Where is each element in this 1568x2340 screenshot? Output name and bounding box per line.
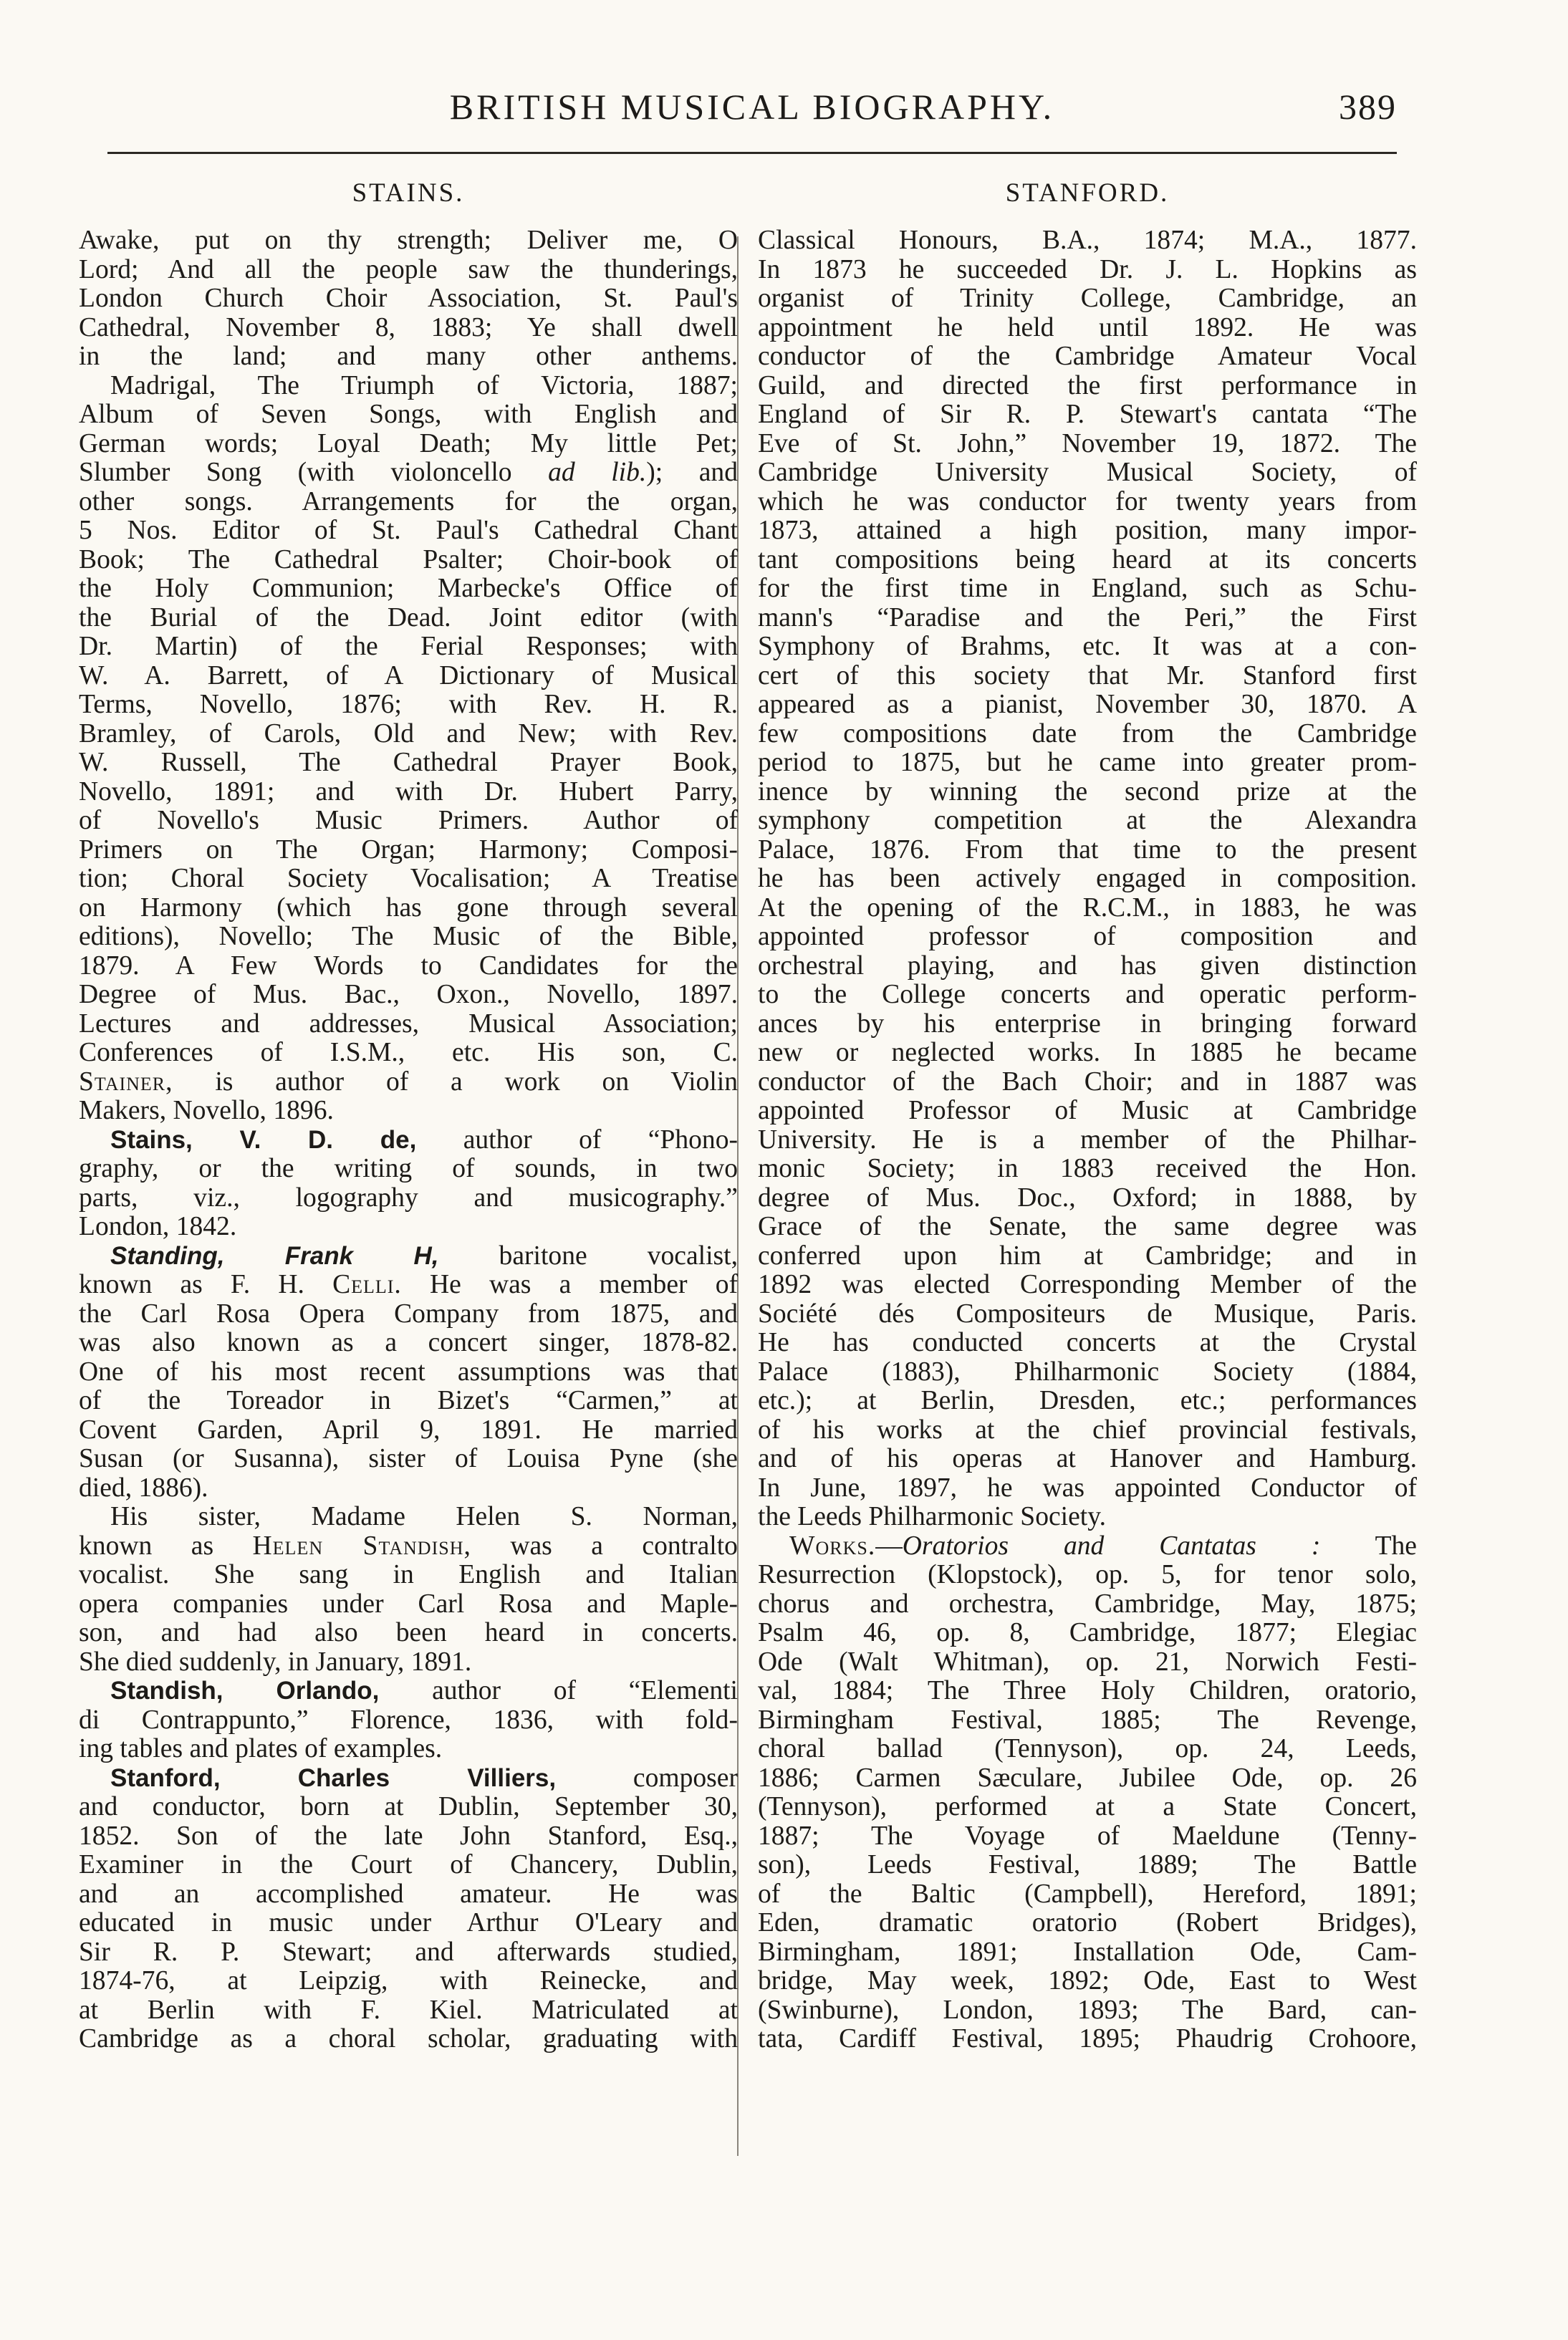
text-line: London, 1842. [79,1212,237,1241]
text-line: University. He is a member of the Philhar- [758,1125,1417,1155]
text-line: W. Russell, The Cathedral Prayer Book, [79,748,738,777]
text-line: degree of Mus. Doc., Oxford; in 1888, by [758,1183,1417,1213]
text-line: Cambridge University Musical Society, of [758,458,1417,487]
text-line-mixed [79,458,738,488]
text-line: the Carl Rosa Opera Company from 1875, and [79,1299,738,1329]
text-line: appointed professor of composition and [758,922,1417,951]
text-line: son), Leeds Festival, 1889; The Battle [758,1850,1417,1879]
text-line: etc.); at Berlin, Dresden, etc.; performances [758,1386,1417,1415]
text-line: inence by winning the second prize at the [758,776,1417,807]
text-line: and an accomplished amateur. He was [79,1879,738,1909]
text-line: (Tennyson), performed at a State Concert, [758,1792,1417,1821]
text-line: mann's “Paradise and the Peri,” the First [758,602,1417,632]
text-segment: Slumber Song (with violoncello [79,458,512,487]
text-line: Grace of the Senate, the same degree was [758,1212,1417,1241]
text-line: of his works at the chief provincial festivals, [758,1415,1417,1445]
text-line: His sister, Madame Helen S. Norman, [110,1502,738,1531]
text-line: Classical Honours, B.A., 1874; M.A., 1877. [758,226,1417,255]
text-line: Cambridge as a choral scholar, graduating with [79,2024,738,2053]
small-caps-name: Celli. [332,1270,402,1299]
text-line: Sir R. P. Stewart; and afterwards studied, [79,1937,738,1967]
text-line: Examiner in the Court of Chancery, Dublin, [79,1850,738,1879]
text-line: Birmingham, 1891; Installation Ode, Cam- [758,1937,1417,1967]
text-line: in the land; and many other anthems. [79,342,738,371]
text-line: orchestral playing, and has given distinction [758,950,1417,981]
text-line: 1874-76, at Leipzig, with Reinecke, and [79,1966,738,1995]
text-line: cert of this society that Mr. Stanford first [758,660,1417,690]
text-line: Guild, and directed the first performance in [758,370,1417,400]
right-column-heading: STANFORD. [1005,178,1170,208]
text-line: organist of Trinity College, Cambridge, an [758,284,1417,313]
text-line: of the Baltic (Campbell), Hereford, 1891; [758,1879,1417,1909]
text-line: Cathedral, November 8, 1883; Ye shall dwell [79,312,738,342]
text-line: Resurrection (Klopstock), op. 5, for tenor solo, [758,1560,1417,1589]
text-line: Lord; And all the people saw the thunderings, [79,254,738,284]
text-line: 5 Nos. Editor of St. Paul's Cathedral Chant [79,516,738,545]
text-line: Bramley, of Carols, Old and New; with Rev. [79,718,738,748]
text-line: Primers on The Organ; Harmony; Composi- [79,834,738,865]
text-line: to the College concerts and operatic perform- [758,980,1417,1009]
text-line: tata, Cardiff Festival, 1895; Phaudrig Crohoore, [758,2024,1417,2053]
text-line: German words; Loyal Death; My little Pet; [79,428,738,458]
text-line: tant compositions being heard at its concerts [758,544,1417,574]
text-line: vocalist. She sang in English and Italian [79,1560,738,1589]
text-segment: was a contralto [510,1531,738,1561]
text-line: 1887; The Voyage of Maeldune (Tenny- [758,1821,1417,1851]
text-segment: is author of a work on Violin [215,1067,738,1097]
text-line: 1873, attained a high position, many impor- [758,516,1417,545]
text-line: conductor of the Cambridge Amateur Vocal [758,342,1417,371]
small-caps-name: Helen Standish, [252,1531,471,1561]
entry-name-standing: Standing, Frank H, [110,1241,439,1270]
text-line: other songs. Arrangements for the organ, [79,486,738,516]
text-line: Psalm 46, op. 8, Cambridge, 1877; Elegiac [758,1618,1417,1647]
text-line: and conductor, born at Dublin, September 30, [79,1792,738,1821]
text-line: Novello, 1891; and with Dr. Hubert Parry, [79,776,738,807]
text-line: of the Toreador in Bizet's “Carmen,” at [79,1386,738,1415]
text-line: parts, viz., logography and musicography.” [79,1183,738,1213]
page-number: 389 [1339,87,1397,127]
text-line: son, and had also been heard in concerts. [79,1618,738,1647]
running-title: BRITISH MUSICAL BIOGRAPHY. [449,87,1055,127]
text-line: She died suddenly, in January, 1891. [79,1647,472,1677]
text-line: on Harmony (which has gone through several [79,892,738,923]
text-segment: known as F. H. [79,1270,304,1299]
text-line: Eve of St. John,” November 19, 1872. The [758,428,1417,458]
text-line: appointment he held until 1892. He was [758,312,1417,342]
text-line: 1886; Carmen Sæculare, Jubilee Ode, op. 26 [758,1763,1417,1793]
text-line: Birmingham Festival, 1885; The Revenge, [758,1705,1417,1735]
header-rule [107,152,1397,154]
text-line: he has been actively engaged in composition. [758,864,1417,893]
text-line: for the first time in England, such as Schu- [758,574,1417,603]
text-line: which he was conductor for twenty years from [758,486,1417,516]
entry-first-line [79,1126,738,1155]
works-heading-line [758,1532,1417,1561]
text-segment: composer [633,1763,738,1793]
text-line: opera companies under Carl Rosa and Maple- [79,1589,738,1619]
text-line: choral ballad (Tennyson), op. 24, Leeds, [758,1734,1417,1763]
text-line: In June, 1897, he was appointed Conductor of [758,1473,1417,1503]
text-line: di Contrappunto,” Florence, 1836, with fold- [79,1705,738,1735]
text-line: England of Sir R. P. Stewart's cantata “The [758,400,1417,429]
text-line: Eden, dramatic oratorio (Robert Bridges), [758,1908,1417,1937]
text-line: the Burial of the Dead. Joint editor (with [79,602,738,632]
text-line: Book; The Cathedral Psalter; Choir-book of [79,544,738,574]
entry-first-line [79,1242,738,1271]
text-segment: He was a member of [430,1270,738,1299]
text-line: London Church Choir Association, St. Paul's [79,284,738,313]
text-line: Covent Garden, April 9, 1891. He married [79,1415,738,1445]
text-line: ances by his enterprise in bringing forward [758,1008,1417,1039]
entry-first-line [79,1764,738,1793]
text-line-mixed [79,1068,738,1097]
text-line: val, 1884; The Three Holy Children, oratorio, [758,1676,1417,1705]
italic-text: ad lib. [548,458,647,487]
text-line: Palace (1883), Philharmonic Society (1884, [758,1357,1417,1387]
text-line: and of his operas at Hanover and Hamburg. [758,1444,1417,1473]
text-line: chorus and orchestra, Cambridge, May, 1875; [758,1589,1417,1619]
text-line: symphony competition at the Alexandra [758,806,1417,835]
text-line: Awake, put on thy strength; Deliver me, O [79,226,738,255]
text-line: educated in music under Arthur O'Leary and [79,1908,738,1937]
page-header [107,86,1397,150]
text-line: At the opening of the R.C.M., in 1883, he was [758,892,1417,923]
text-line: Société dés Compositeurs de Musique, Paris. [758,1299,1417,1329]
text-line: appointed Professor of Music at Cambridge [758,1096,1417,1125]
text-line: Lectures and addresses, Musical Association; [79,1008,738,1039]
text-line: Symphony of Brahms, etc. It was at a con- [758,632,1417,661]
text-line: ing tables and plates of examples. [79,1734,443,1763]
text-line: In 1873 he succeeded Dr. J. L. Hopkins as [758,254,1417,284]
text-line: monic Society; in 1883 received the Hon. [758,1154,1417,1183]
text-line: (Swinburne), London, 1893; The Bard, can- [758,1995,1417,2025]
text-line: conferred upon him at Cambridge; and in [758,1241,1417,1271]
text-line: Madrigal, The Triumph of Victoria, 1887; [110,370,738,400]
text-segment: baritone vocalist, [499,1241,738,1271]
text-line: Degree of Mus. Bac., Oxon., Novello, 1897. [79,980,738,1009]
text-line: period to 1875, but he came into greater prom- [758,748,1417,777]
text-segment: ); and [646,458,738,487]
text-line: few compositions date from the Cambridge [758,718,1417,748]
works-dash: — [875,1531,903,1561]
text-line: graphy, or the writing of sounds, in two [79,1154,738,1183]
text-line: was also known as a concert singer, 1878-82. [79,1328,738,1357]
text-line-mixed [79,1271,738,1300]
text-line: of Novello's Music Primers. Author of [79,806,738,835]
right-column [758,179,1417,2054]
works-category: Oratorios and Cantatas : [902,1531,1321,1561]
text-line: Conferences of I.S.M., etc. His son, C. [79,1038,738,1067]
text-line: the Holy Communion; Marbecke's Office of [79,574,738,603]
text-line: tion; Choral Society Vocalisation; A Treatise [79,864,738,893]
text-segment: known as [79,1531,214,1561]
text-line: bridge, May week, 1892; Ode, East to West [758,1966,1417,1995]
text-line: died, 1886). [79,1473,208,1503]
text-line: Palace, 1876. From that time to the present [758,834,1417,865]
text-line: 1852. Son of the late John Stanford, Esq., [79,1821,738,1851]
text-line: editions), Novello; The Music of the Bible, [79,922,738,951]
text-line: Album of Seven Songs, with English and [79,400,738,429]
text-line: conductor of the Bach Choir; and in 1887 was [758,1067,1417,1097]
text-line: Terms, Novello, 1876; with Rev. H. R. [79,690,738,719]
text-line: Susan (or Susanna), sister of Louisa Pyne (she [79,1444,738,1473]
text-line: Makers, Novello, 1896. [79,1096,334,1125]
works-label: Works. [789,1531,876,1561]
text-line: Dr. Martin) of the Ferial Responses; with [79,632,738,661]
text-line: One of his most recent assumptions was that [79,1357,738,1387]
text-segment: author of “Phono- [463,1125,739,1155]
entry-name-stains: Stains, V. D. de, [110,1125,417,1154]
text-line: Ode (Walt Whitman), op. 21, Norwich Festi- [758,1647,1417,1677]
text-line: the Leeds Philharmonic Society. [758,1502,1106,1531]
entry-name-standish: Standish, Orlando, [110,1677,380,1705]
entry-name-stanford: Stanford, Charles Villiers, [110,1763,557,1792]
text-line: appeared as a pianist, November 30, 1870. A [758,690,1417,719]
text-line: W. A. Barrett, of A Dictionary of Musical [79,660,738,690]
text-line: at Berlin with F. Kiel. Matriculated at [79,1995,738,2025]
text-line: 1892 was elected Corresponding Member of the [758,1270,1417,1299]
text-line: 1879. A Few Words to Candidates for the [79,950,738,981]
text-line-mixed [79,1532,738,1561]
text-segment: The [1375,1531,1417,1561]
small-caps-name: Stainer, [79,1067,173,1097]
left-column-heading: STAINS. [352,178,465,208]
left-column [79,179,738,2054]
entry-first-line [79,1677,738,1706]
text-line: new or neglected works. In 1885 he became [758,1038,1417,1067]
text-segment: author of “Elementi [432,1676,738,1705]
text-line: He has conducted concerts at the Crystal [758,1328,1417,1357]
